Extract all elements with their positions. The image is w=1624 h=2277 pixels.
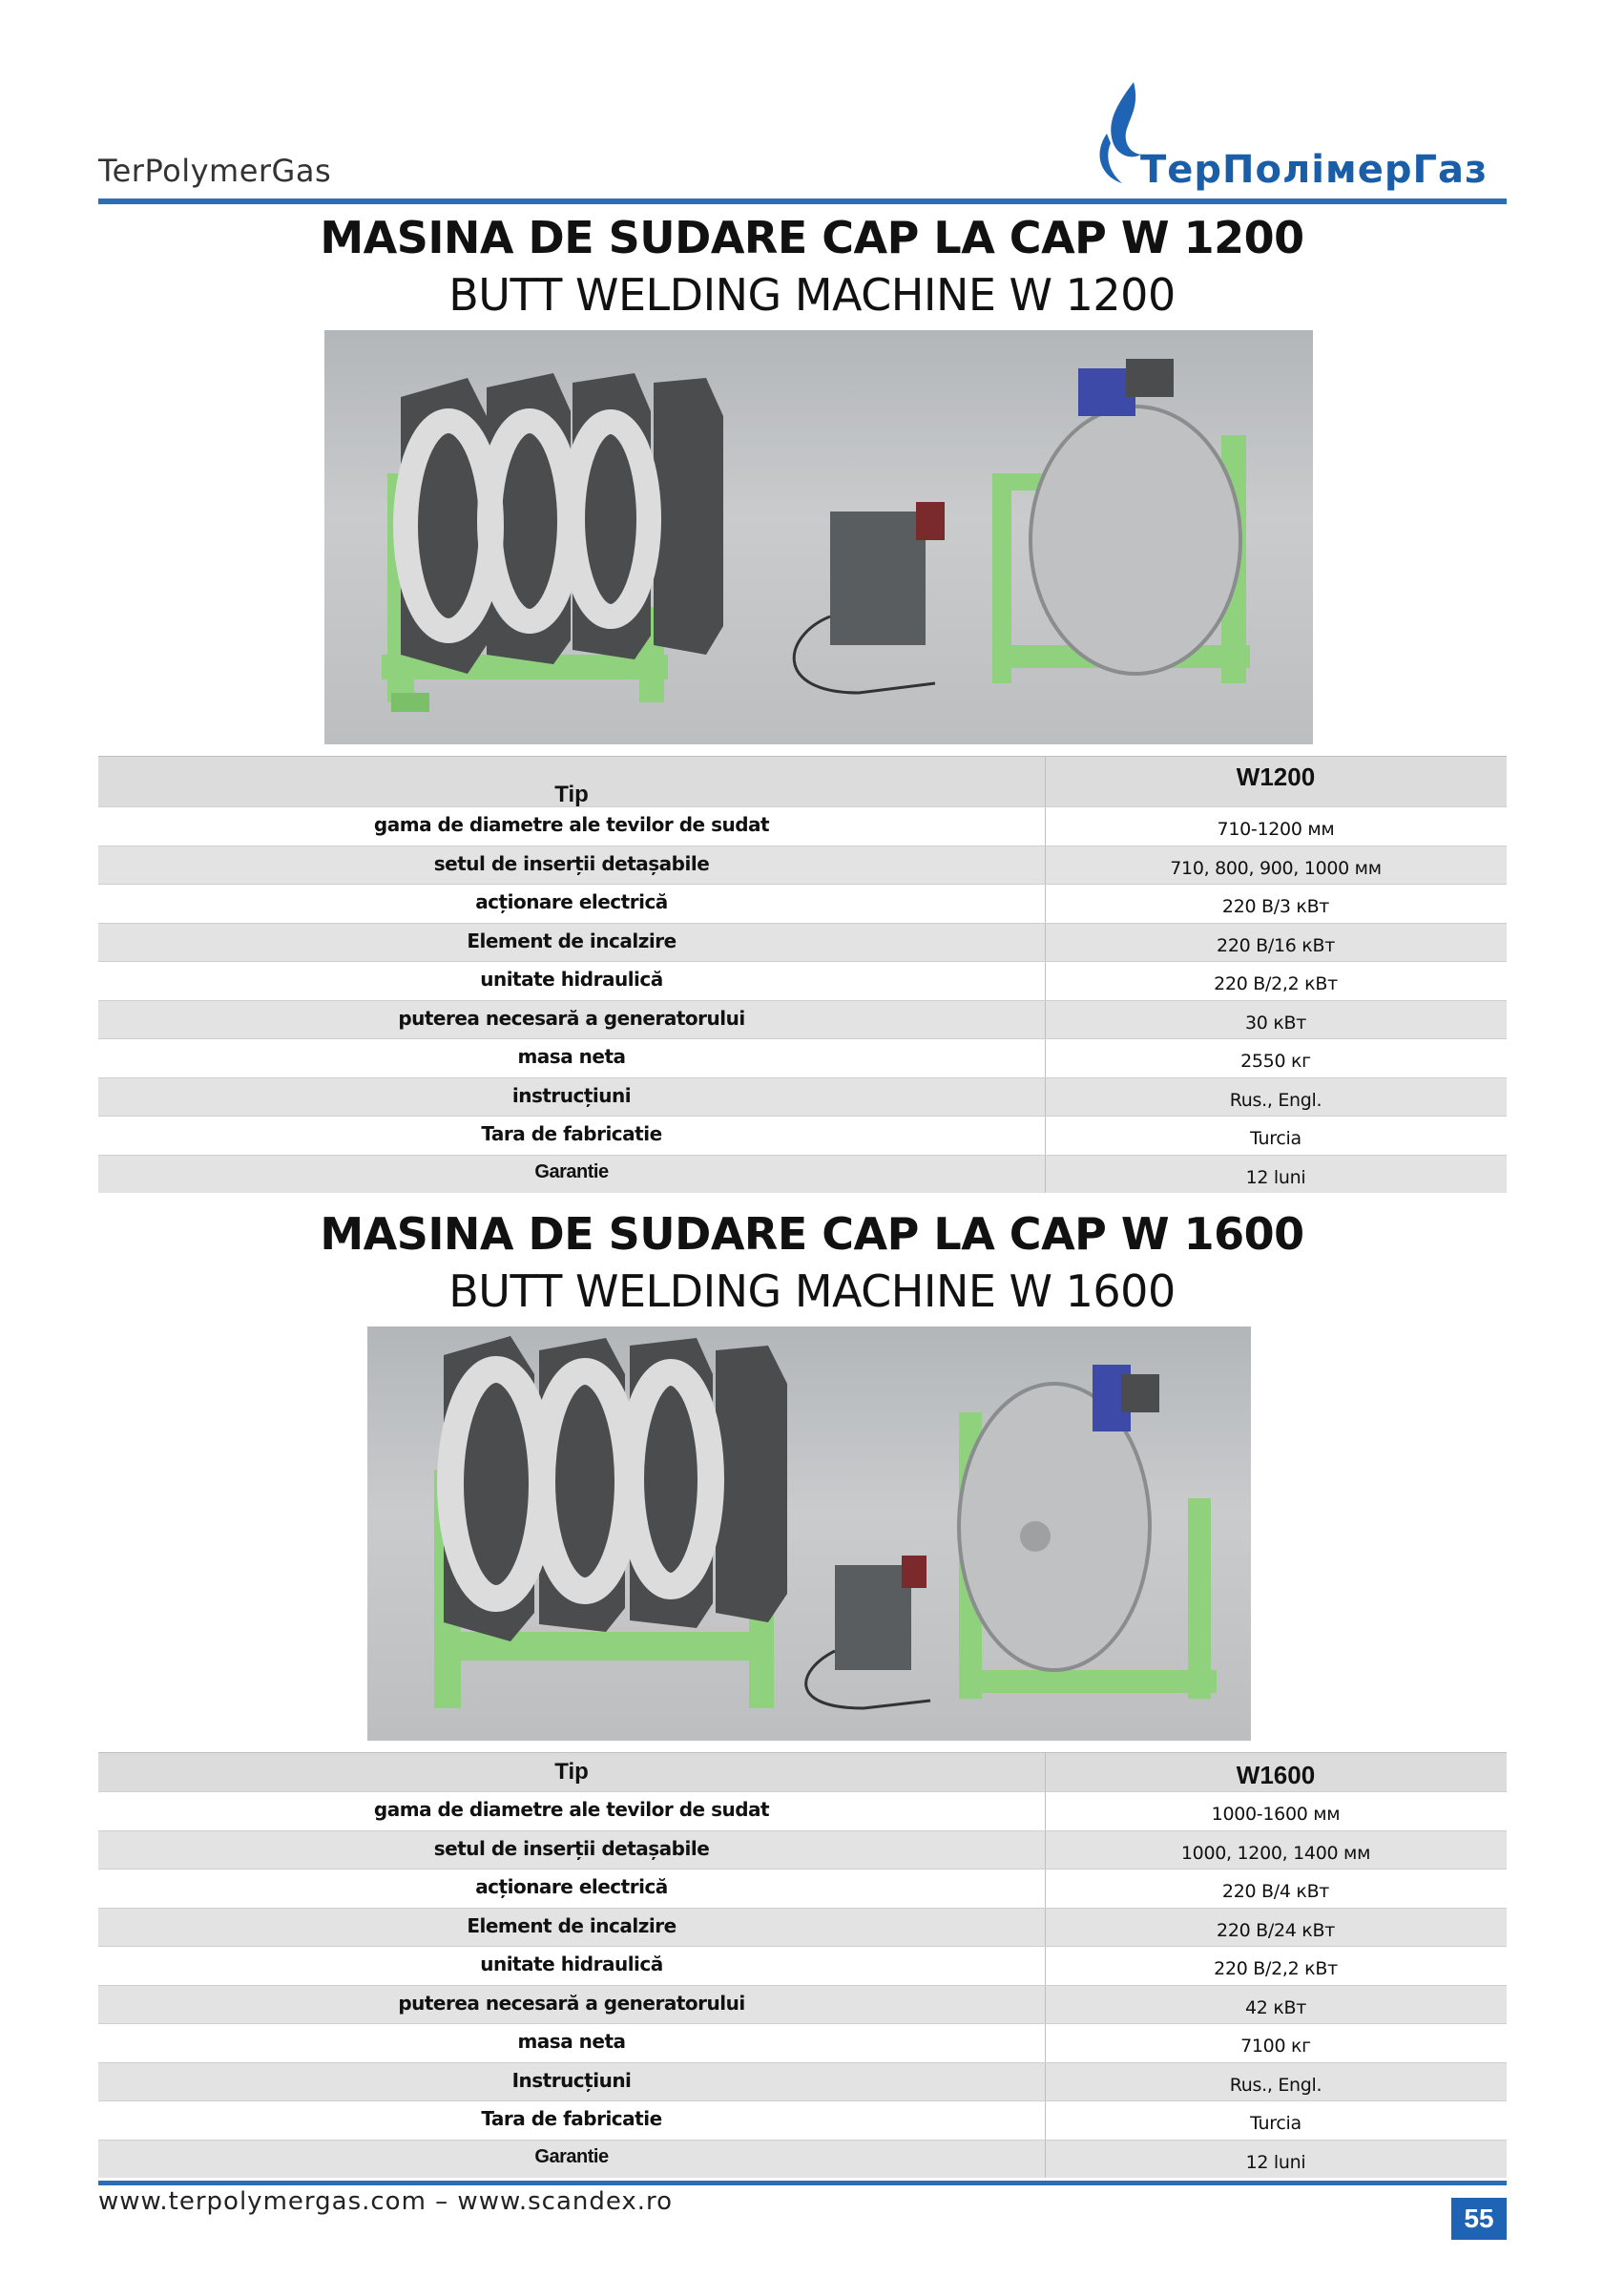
- table-row: [98, 923, 1507, 962]
- table-row: [98, 1116, 1507, 1155]
- header-model: W1200: [1236, 762, 1316, 791]
- table-row: [98, 2140, 1507, 2179]
- row-label: gama de diametre ale tevilor de sudat: [373, 1798, 770, 1821]
- brand-name: TerPolymerGas: [98, 153, 332, 189]
- spec-table-header: [98, 756, 1507, 806]
- row-label: setul de inserții detașabile: [433, 851, 710, 875]
- row-value: 220 В/4 кВт: [1221, 1881, 1330, 1902]
- row-label: acționare electrică: [475, 890, 668, 913]
- row-label: Tara de fabricatie: [481, 1122, 662, 1145]
- header-model: W1600: [1236, 1761, 1316, 1789]
- row-value: 710, 800, 900, 1000 мм: [1170, 857, 1382, 879]
- table-row: [98, 806, 1507, 846]
- row-value: 12 luni: [1245, 2151, 1306, 2173]
- table-row: [98, 1000, 1507, 1039]
- table-row: [98, 1830, 1507, 1870]
- row-label: Garantie: [534, 2145, 609, 2167]
- row-value: 2550 кг: [1240, 1051, 1311, 1072]
- machine-w1600-photo: [367, 1327, 1251, 1741]
- row-value: Rus., Engl.: [1229, 2074, 1322, 2096]
- row-value: 1000, 1200, 1400 мм: [1180, 1842, 1371, 1864]
- row-value: 7100 кг: [1240, 2036, 1311, 2057]
- table-row: [98, 2100, 1507, 2140]
- row-label: masa neta: [517, 1045, 626, 1068]
- footer-rule: [98, 2181, 1507, 2185]
- header-rule: [98, 198, 1507, 204]
- row-label: instrucțiuni: [511, 1083, 632, 1107]
- page-number-badge: 55: [1451, 2198, 1507, 2240]
- spec-table-w1600: [98, 1752, 1507, 2178]
- row-label: Instrucțiuni: [511, 2068, 632, 2092]
- section2-title-ro: MASINA DE SUDARE CAP LA CAP W 1600: [320, 1208, 1304, 1260]
- row-value: Turcia: [1250, 2113, 1301, 2134]
- table-row: [98, 1791, 1507, 1830]
- table-row: [98, 1155, 1507, 1194]
- row-label: setul de inserții detașabile: [433, 1836, 710, 1860]
- row-value: 710-1200 мм: [1217, 819, 1335, 840]
- footer-urls[interactable]: www.terpolymergas.com – www.scandex.ro: [98, 2187, 674, 2216]
- section1-title-en: BUTT WELDING MACHINE W 1200: [448, 269, 1176, 321]
- row-label: Garantie: [534, 1160, 609, 1182]
- header-tip: Tip: [554, 782, 589, 807]
- row-value: 220 В/3 кВт: [1221, 896, 1330, 917]
- row-value: 1000-1600 мм: [1211, 1804, 1341, 1825]
- section2-title-en: BUTT WELDING MACHINE W 1600: [448, 1265, 1176, 1317]
- header-tip: Tip: [554, 1759, 589, 1785]
- row-value: 12 luni: [1245, 1166, 1306, 1188]
- row-label: unitate hidraulică: [480, 968, 663, 991]
- row-value: 220 В/24 кВт: [1217, 1919, 1335, 1941]
- row-label: masa neta: [517, 2030, 626, 2053]
- machine-w1200-photo: [324, 330, 1313, 744]
- row-label: Element de incalzire: [467, 929, 677, 952]
- row-label: Tara de fabricatie: [481, 2107, 662, 2130]
- row-value: 30 кВт: [1245, 1012, 1306, 1034]
- spec-table-header: [98, 1752, 1507, 1791]
- table-row: [98, 1869, 1507, 1908]
- row-value: 42 кВт: [1245, 1996, 1306, 2018]
- row-value: 220 В/2,2 кВт: [1214, 1958, 1338, 1979]
- row-value: 220 В/2,2 кВт: [1214, 973, 1338, 994]
- table-row: [98, 2062, 1507, 2101]
- row-value: Turcia: [1250, 1128, 1301, 1149]
- table-row: [98, 1985, 1507, 2024]
- section1-title-ro: MASINA DE SUDARE CAP LA CAP W 1200: [320, 212, 1304, 263]
- row-label: puterea necesară a generatorului: [398, 1006, 745, 1030]
- table-row: [98, 1038, 1507, 1077]
- table-row: [98, 1077, 1507, 1117]
- spec-table-w1200: [98, 756, 1507, 1193]
- row-label: puterea necesară a generatorului: [398, 1991, 745, 2015]
- table-row: [98, 1908, 1507, 1947]
- row-label: unitate hidraulică: [480, 1953, 663, 1975]
- row-value: Rus., Engl.: [1229, 1089, 1322, 1111]
- logo-wordmark: ТерПолімерГаз: [1140, 148, 1489, 192]
- row-label: Element de incalzire: [467, 1913, 677, 1937]
- table-row: [98, 2023, 1507, 2062]
- row-label: acționare electrică: [475, 1875, 668, 1898]
- table-row: [98, 961, 1507, 1000]
- row-label: gama de diametre ale tevilor de sudat: [373, 813, 770, 836]
- table-row: [98, 1946, 1507, 1985]
- table-row: [98, 884, 1507, 923]
- row-value: 220 В/16 кВт: [1217, 934, 1335, 956]
- table-row: [98, 846, 1507, 885]
